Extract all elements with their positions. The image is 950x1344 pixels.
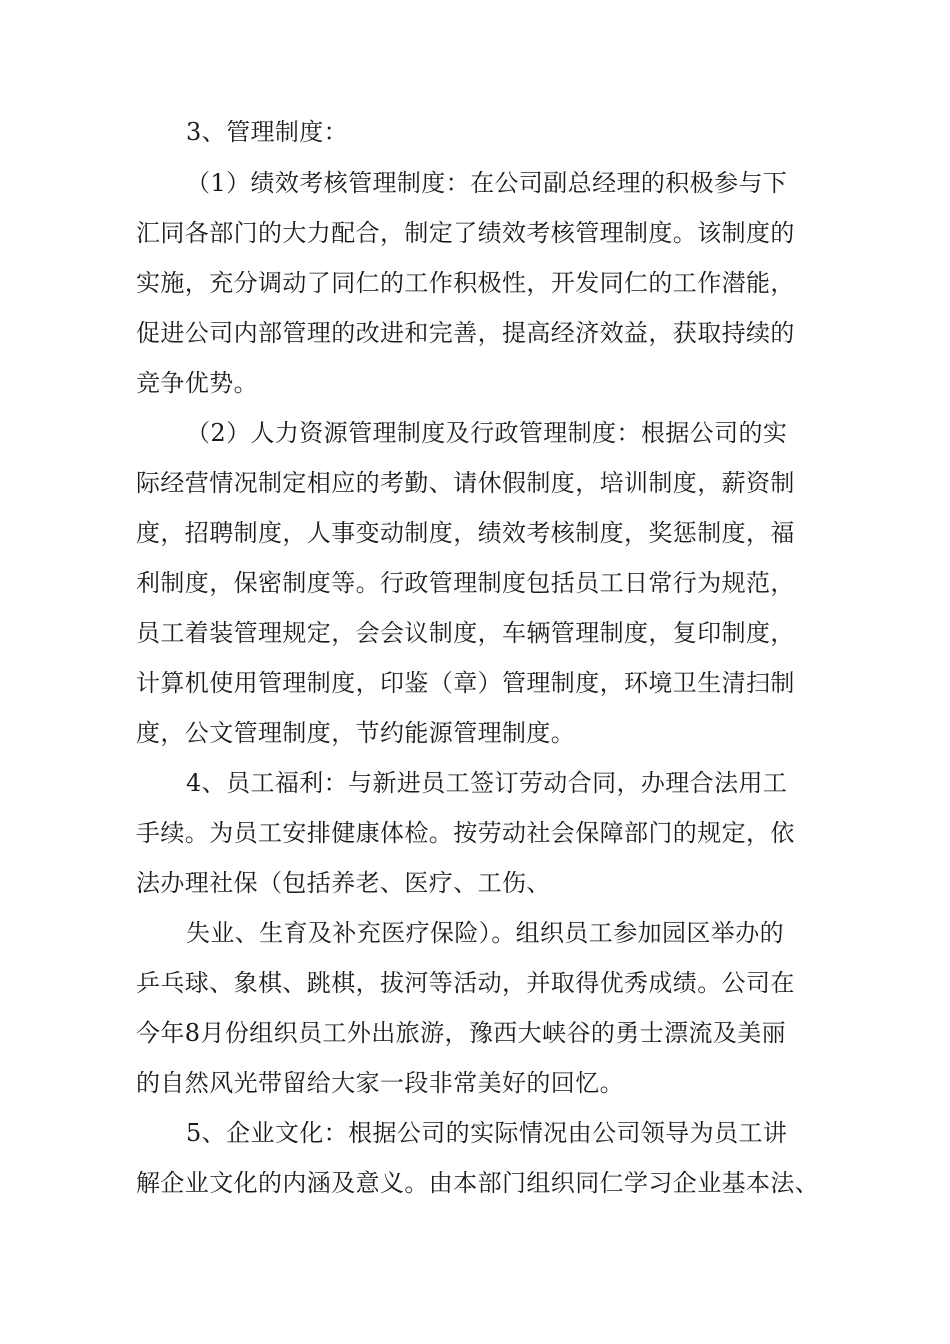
paragraph-line: 度，招聘制度，人事变动制度，绩效考核制度，奖惩制度，福	[136, 519, 795, 547]
paragraph-line: 的自然风光带留给大家一段非常美好的回忆。	[136, 1069, 624, 1097]
section-heading-corporate-culture: 5、企业文化：根据公司的实际情况由公司领导为员工讲	[186, 1119, 788, 1147]
paragraph-line: 失业、生育及补充医疗保险）。组织员工参加园区举办的	[186, 919, 784, 947]
paragraph-line: （2）人力资源管理制度及行政管理制度：根据公司的实	[186, 419, 788, 447]
section-heading-management-system: 3、管理制度：	[186, 118, 349, 146]
section-heading-employee-welfare: 4、员工福利：与新进员工签订劳动合同，办理合法用工	[186, 769, 788, 797]
paragraph-line: （1）绩效考核管理制度：在公司副总经理的积极参与下	[186, 169, 788, 197]
paragraph-line: 促进公司内部管理的改进和完善，提高经济效益，获取持续的	[136, 319, 795, 347]
paragraph-line: 实施，充分调动了同仁的工作积极性，开发同仁的工作潜能，	[136, 269, 795, 297]
paragraph-line: 法办理社保（包括养老、医疗、工伤、	[136, 869, 551, 897]
paragraph-line: 竞争优势。	[136, 369, 258, 397]
paragraph-line: 汇同各部门的大力配合，制定了绩效考核管理制度。该制度的	[136, 219, 795, 247]
paragraph-line: 手续。为员工安排健康体检。按劳动社会保障部门的规定，依	[136, 819, 795, 847]
paragraph-line: 今年8月份组织员工外出旅游，豫西大峡谷的勇士漂流及美丽	[136, 1019, 787, 1047]
paragraph-line: 计算机使用管理制度，印鉴（章）管理制度，环境卫生清扫制	[136, 669, 795, 697]
paragraph-line: 度，公文管理制度，节约能源管理制度。	[136, 719, 576, 747]
paragraph-line: 员工着装管理规定，会会议制度，车辆管理制度，复印制度，	[136, 619, 795, 647]
paragraph-line: 利制度，保密制度等。行政管理制度包括员工日常行为规范，	[136, 569, 795, 597]
paragraph-line: 乒乓球、象棋、跳棋，拔河等活动，并取得优秀成绩。公司在	[136, 969, 795, 997]
paragraph-line: 际经营情况制定相应的考勤、请休假制度，培训制度，薪资制	[136, 469, 795, 497]
paragraph-line: 解企业文化的内涵及意义。由本部门组织同仁学习企业基本法、	[136, 1169, 820, 1197]
